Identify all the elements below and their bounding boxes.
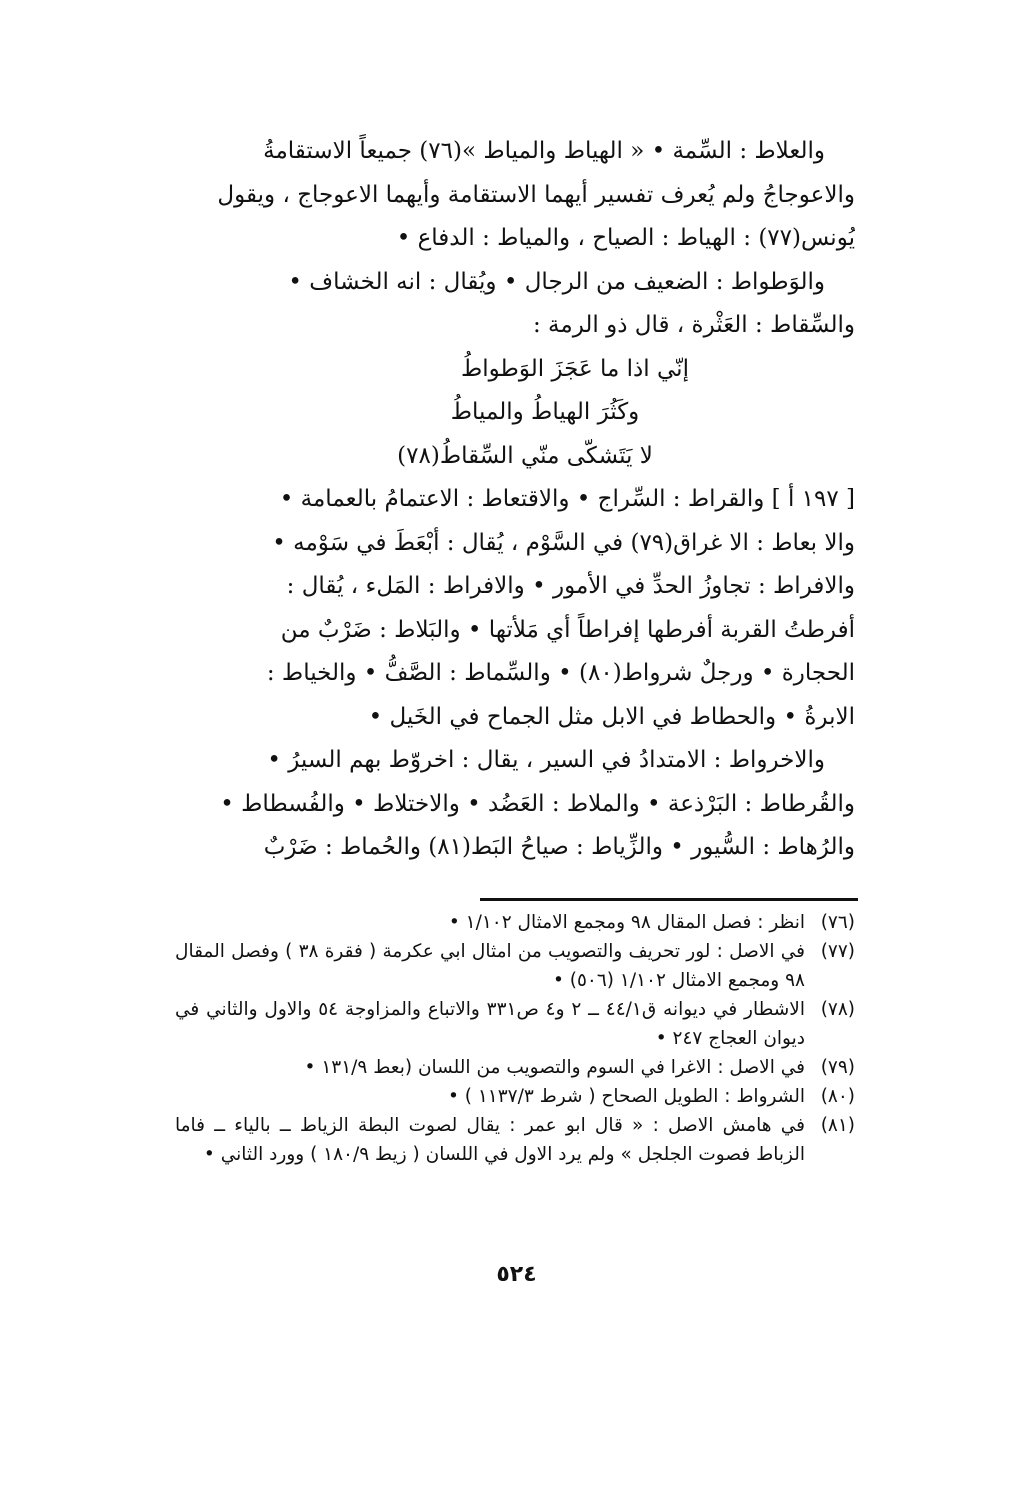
footnote-text: الشرواط : الطويل الصحاح ( شرط ١١٣٧/٣ ) • [447,1086,805,1107]
text-line: [ ١٩٧ أ ] والقراط : السِّراج • والاقتعاط : الاعتمامُ بالعمامة • [279,486,855,512]
verse-line: وكَثُرَ الهياطُ والمياطُ [450,399,640,425]
verse-line: لا يَتَشكّى منّي السِّقاطُ(٧٨) [397,442,653,469]
footnote-text: في هامش الاصل : « قال ابو عمر : يقال لصوت البطة الزياط ــ بالياء ــ فاما الزباط فصوت الجلجل » ولم يرد الاول في اللسان ( زيط ١٨٠/٩ ) وورد الثاني • [175,1115,805,1165]
text-line: والسِّقاط : العَثْرة ، قال ذو الرمة : [532,312,855,338]
text-line: والعلاط : السِّمة • « الهياط والمياط »(٧٦) جميعاً الاستقامةُ [263,138,825,164]
footnote-number: (٧٦) [820,912,855,933]
text-line: أفرطتُ القربة أفرطها إفراطاً أي مَلأتها • والبَلاط : ضَرْبٌ من [280,616,855,643]
footnote-number: (٨٠) [820,1086,855,1107]
footnotes [175,908,855,1169]
footnote [175,995,855,1053]
verse-line: إنّي اذا ما عَجَزَ الوَطواطُ [461,355,689,382]
footnote-text: انظر : فصل المقال ٩٨ ومجمع الامثال ١/١٠٢ • [448,912,805,933]
footnote [175,1111,855,1169]
text-line: والقُرطاط : البَرْذعة • والملاط : العَضُد • والاختلاط • والفُسطاط • [220,790,855,817]
text-line: الحجارة • ورجلٌ شرواط(٨٠) • والسِّماط : الصَّفُّ • والخياط : [266,660,855,686]
footnote-divider [480,898,858,901]
footnote [175,1053,855,1082]
footnote-number: (٧٨) [820,999,855,1020]
footnote [175,937,855,995]
footnote-number: (٧٩) [820,1057,855,1078]
main-text [175,130,855,870]
text-line: والاخرواط : الامتدادُ في السير ، يقال : اخروّط بهم السيرُ • [267,747,825,773]
page-number: ٥٢٤ [496,1262,537,1287]
text-line: والرُهاط : السُّيور • والزِّياط : صياحُ البَط(٨١) والحُماط : ضَرْبٌ [263,834,855,860]
text-line: والافراط : تجاوزُ الحدِّ في الأمور • والافراط : المَلء ، يُقال : [286,573,855,599]
text-line: الابرةُ • والحطاط في الابل مثل الجماح في الخَيل • [368,703,855,730]
text-line: والا بعاط : الا غراق(٧٩) في السَّوْم ، يُقال : أبْعَطَ في سَوْمه • [272,529,855,556]
text-line: والاعوجاجُ ولم يُعرف تفسير أيهما الاستقامة وأيهما الاعوجاج ، ويقول [217,181,855,208]
footnote-text: في الاصل : لور تحريف والتصويب من امثال ابي عكرمة ( فقرة ٣٨ ) وفصل المقال ٩٨ ومجمع الامثال ١/١٠٢ (٥٠٦) • [175,941,805,991]
footnote [175,1082,855,1111]
footnote-text: الاشطار في ديوانه ق٤٤/١ ــ ٢ و٤ ص٣٣١ والاتباع والمزاوجة ٥٤ والاول والثاني في ديوان العجاج ٢٤٧ • [175,999,805,1049]
footnote-number: (٨١) [820,1115,855,1136]
text-line: والوَطواط : الضعيف من الرجال • ويُقال : انه الخشاف • [288,268,825,295]
footnote [175,908,855,937]
text-line: يُونس(٧٧) : الهياط : الصياح ، والمياط : الدفاع • [396,225,855,251]
footnote-text: في الاصل : الاغرا في السوم والتصويب من اللسان (بعط ١٣١/٩ • [304,1057,805,1078]
footnote-number: (٧٧) [820,941,855,962]
